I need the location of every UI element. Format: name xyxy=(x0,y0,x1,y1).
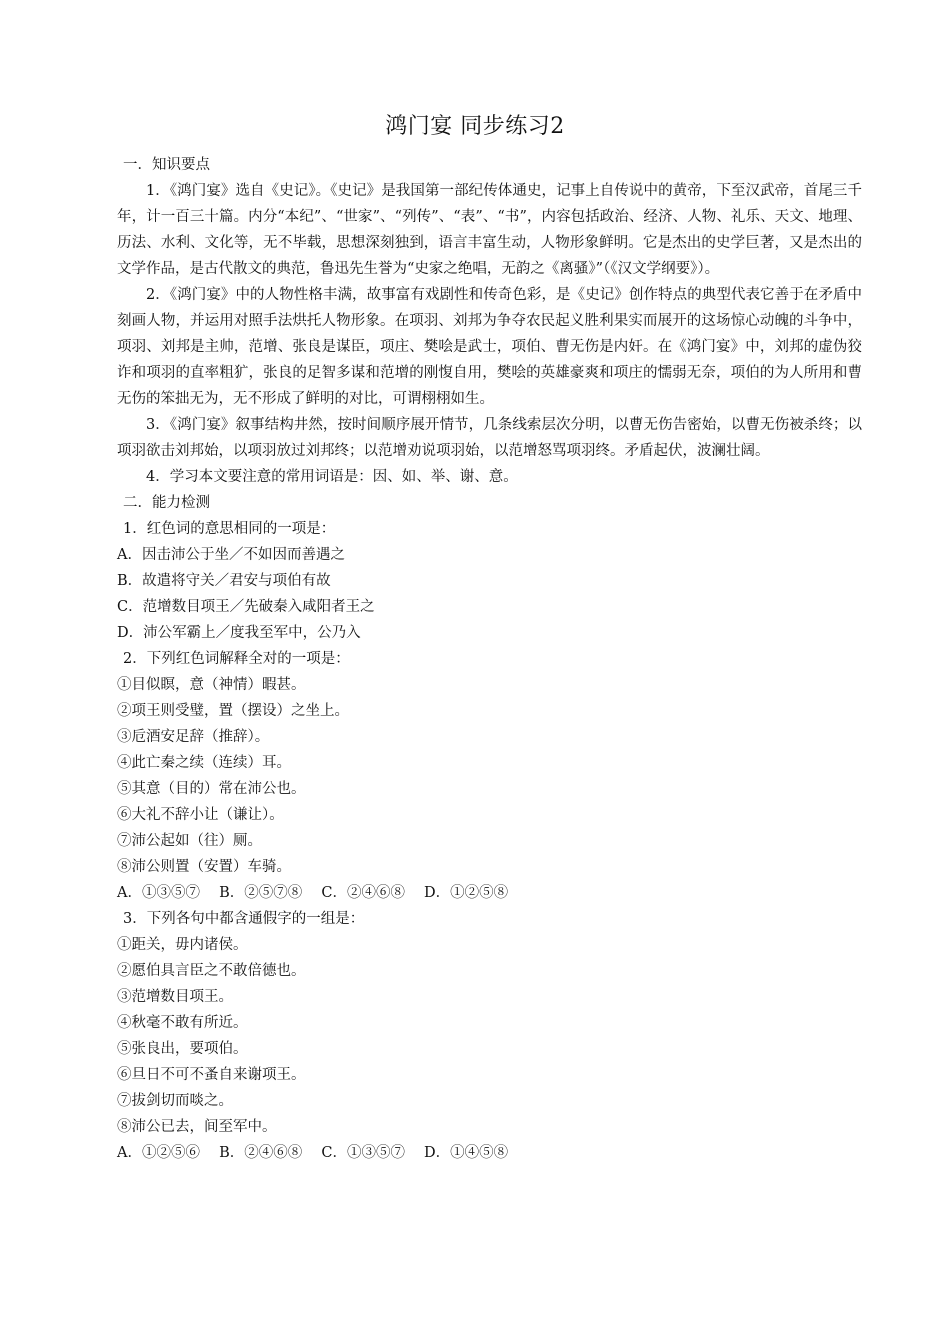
question-3-item: ③范增数目项王。 xyxy=(117,989,233,1005)
question-1-option-a: A．因击沛公于坐／不如因而善遇之 xyxy=(117,547,345,563)
question-3-item: ⑦拔剑切而啖之。 xyxy=(117,1093,233,1109)
knowledge-point-3: 3．《鸿门宴》叙事结构井然，按时间顺序展开情节，几条线索层次分明，以曹无伤告密始，以曹无伤被杀终；以项羽欲击刘邦始，以项羽放过刘邦终；以范增劝说项羽始，以范增怒骂项羽终。矛盾起伏，波澜壮阔。 xyxy=(117,417,862,459)
knowledge-point-2: 2．《鸿门宴》中的人物性格丰满，故事富有戏剧性和传奇色彩，是《史记》创作特点的典型代表它善于在矛盾中刻画人物，并运用对照手法烘托人物形象。在项羽、刘邦为争夺农民起义胜利果实而展开的这场惊心动魄的斗争中，项羽、刘邦是主帅，范增、张良是谋臣，项庄、樊哙是武士，项伯、曹无伤是内奸。在《鸿门宴》中，刘邦的虚伪狡诈和项羽的直率粗犷，张良的足智多谋和范增的刚愎自用，樊哙的英雄豪爽和项庄的懦弱无奈，项伯的为人所用和曹无伤的笨拙无为，无不形成了鲜明的对比，可谓栩栩如生。 xyxy=(117,287,862,407)
question-3-item: ①距关，毋内诸侯。 xyxy=(117,937,248,953)
question-1-stem: 1．红色词的意思相同的一项是： xyxy=(123,521,336,537)
question-2-item: ⑧沛公则置（安置）车骑。 xyxy=(117,859,291,875)
question-3-item: ⑤张良出，要项伯。 xyxy=(117,1041,248,1057)
question-2-item: ③卮酒安足辞（推辞）。 xyxy=(117,729,270,745)
question-1-option-b: B．故遣将守关／君安与项伯有故 xyxy=(117,573,331,589)
question-2-item: ①目似瞑，意（神情）暇甚。 xyxy=(117,677,306,693)
section-2-heading: 二．能力检测 xyxy=(123,495,210,511)
question-2-item: ④此亡秦之续（连续）耳。 xyxy=(117,755,291,771)
question-3-item: ⑧沛公已去，间至军中。 xyxy=(117,1119,277,1135)
question-3-stem: 3．下列各句中都含通假字的一组是： xyxy=(123,911,365,927)
question-3-item: ④秋毫不敢有所近。 xyxy=(117,1015,248,1031)
question-2-item: ⑤其意（目的）常在沛公也。 xyxy=(117,781,306,797)
section-1-heading: 一．知识要点 xyxy=(123,157,210,173)
document-title: 鸿门宴 同步练习2 xyxy=(385,114,565,139)
question-3-item: ②愿伯具言臣之不敢倍德也。 xyxy=(117,963,306,979)
knowledge-point-1: 1．《鸿门宴》选自《史记》。《史记》是我国第一部纪传体通史，记事上自传说中的黄帝，下至汉武帝，首尾三千年，计一百三十篇。内分“本纪”、“世家”、“列传”、“表”、“书”，内容包括政治、经济、人物、礼乐、天文、地理、历法、水利、文化等，无不毕载，思想深刻独到，语言丰富生动，人物形象鲜明。它是杰出的史学巨著，又是杰出的文学作品，是古代散文的典范，鲁迅先生誉为“史家之绝唱，无韵之《离骚》”（《汉文学纲要》）。 xyxy=(117,183,862,277)
question-2-item: ⑥大礼不辞小让（谦让）。 xyxy=(117,807,284,823)
document-body xyxy=(117,152,862,1166)
question-1-option-d: D．沛公军霸上／度我至军中，公乃入 xyxy=(117,625,361,641)
question-2-answers: A．①③⑤⑦ B．②⑤⑦⑧ C．②④⑥⑧ D．①②⑤⑧ xyxy=(117,885,509,901)
question-2-item: ⑦沛公起如（往）厕。 xyxy=(117,833,262,849)
question-2-stem: 2．下列红色词解释全对的一项是： xyxy=(123,651,350,667)
question-3-answers: A．①②⑤⑥ B．②④⑥⑧ C．①③⑤⑦ D．①④⑤⑧ xyxy=(117,1145,509,1161)
question-2-item: ②项王则受璧，置（摆设）之坐上。 xyxy=(117,703,349,719)
question-3-item: ⑥旦日不可不蚤自来谢项王。 xyxy=(117,1067,306,1083)
knowledge-point-4: 4．学习本文要注意的常用词语是：因、如、举、谢、意。 xyxy=(146,469,518,485)
question-1-option-c: C．范增数目项王／先破秦入咸阳者王之 xyxy=(117,599,375,615)
